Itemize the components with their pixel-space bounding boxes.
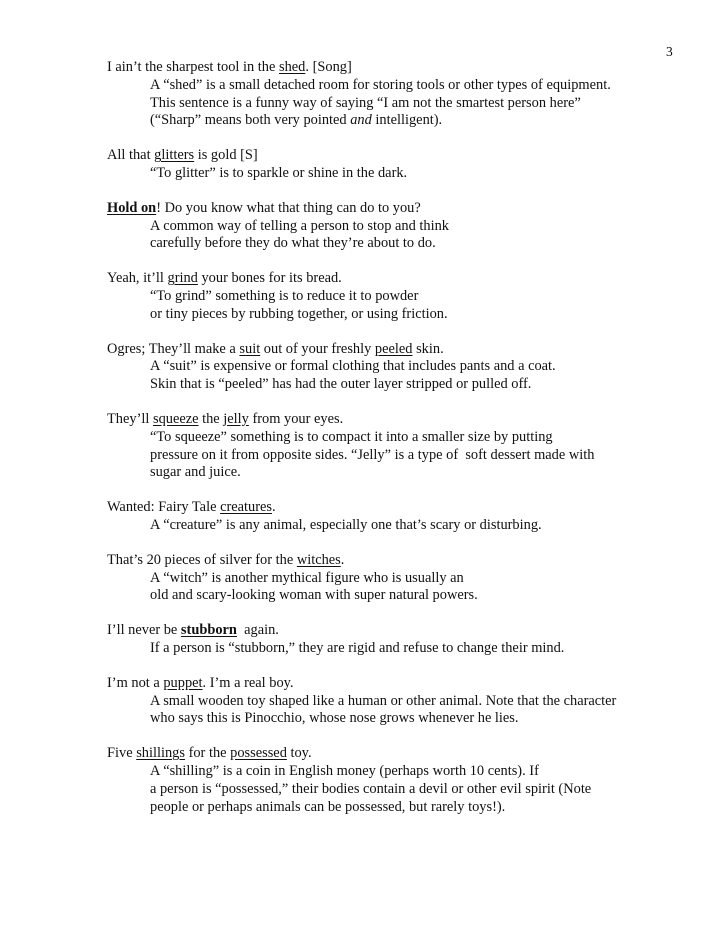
- definition-line: [107, 306, 707, 324]
- vocab-word: creatures: [220, 499, 272, 516]
- text-run: Wanted: Fairy Tale: [107, 499, 221, 516]
- text-run: A common way of telling a person to stop and think: [150, 217, 449, 234]
- text-run: intelligent).: [371, 112, 443, 129]
- definition-line: [107, 570, 707, 588]
- definition-line: [107, 693, 707, 711]
- example-sentence: [107, 552, 707, 570]
- text-run: old and scary-looking woman with super natural powers.: [150, 587, 478, 604]
- example-sentence: [107, 200, 707, 218]
- vocab-word: squeeze: [152, 410, 199, 427]
- text-run: I ain’t the sharpest tool in the: [107, 59, 279, 75]
- definition-line: [107, 763, 707, 781]
- text-run: Five: [107, 745, 137, 762]
- text-run: “To grind” something is to reduce it to powder: [150, 287, 419, 304]
- text-run: . [Song]: [305, 59, 352, 75]
- definition-line: [107, 112, 707, 130]
- vocab-word: shed: [279, 59, 306, 75]
- definition-line: [107, 587, 707, 605]
- text-run: If a person is “stubborn,” they are rigid and refuse to change their mind.: [150, 639, 565, 656]
- text-run: A “shilling” is a coin in English money (perhaps worth 10 cents). If: [150, 762, 539, 779]
- vocab-word: jelly: [223, 410, 249, 427]
- vocab-entry: [107, 552, 707, 605]
- text-run: or tiny pieces by rubbing together, or using friction.: [150, 305, 448, 322]
- text-run: carefully before they do what they’re about to do.: [150, 235, 436, 252]
- text-run: ! Do you know what that thing can do to you?: [156, 199, 421, 216]
- text-run: This sentence is a funny way of saying “I am not the smartest person here”: [150, 94, 581, 111]
- text-run: out of your freshly: [260, 340, 375, 357]
- text-run: All that: [107, 147, 155, 164]
- definition-line: [107, 358, 707, 376]
- vocab-entry: [107, 200, 707, 253]
- definition-line: [107, 640, 707, 658]
- text-run: .: [340, 551, 345, 568]
- definition-line: [107, 781, 707, 799]
- example-sentence: [107, 341, 707, 359]
- vocab-entry: [107, 411, 707, 482]
- definition-line: [107, 799, 707, 817]
- vocab-entry: [107, 745, 707, 816]
- text-run: a person is “possessed,” their bodies contain a devil or other evil spirit (Note: [150, 780, 592, 797]
- vocab-entry: [107, 147, 707, 183]
- vocab-word: glitters: [154, 147, 195, 164]
- text-run: A small wooden toy shaped like a human or other animal. Note that the character: [150, 692, 617, 709]
- text-run: Yeah, it’ll: [107, 270, 168, 287]
- vocab-entry: [107, 499, 707, 535]
- example-sentence: [107, 745, 707, 763]
- vocab-word: Hold on: [107, 199, 157, 216]
- definition-line: [107, 77, 707, 95]
- text-run: is gold [S]: [194, 147, 258, 164]
- example-sentence: [107, 270, 707, 288]
- definition-line: [107, 218, 707, 236]
- text-run: (“Sharp” means both very pointed: [150, 112, 351, 129]
- text-run: Skin that is “peeled” has had the outer layer stripped or pulled off.: [150, 376, 532, 393]
- text-run: “To squeeze” something is to compact it into a smaller size by putting: [150, 428, 553, 445]
- vocab-entry: [107, 270, 707, 323]
- definition-line: [107, 429, 707, 447]
- vocab-word: shillings: [136, 745, 185, 762]
- vocab-word: stubborn: [180, 622, 237, 639]
- definition-line: [107, 447, 707, 465]
- text-run: A “suit” is expensive or formal clothing that includes pants and a coat.: [150, 358, 556, 375]
- vocab-entry: [107, 59, 707, 130]
- text-run: people or perhaps animals can be possessed, but rarely toys!).: [150, 798, 506, 815]
- vocab-entry: [107, 622, 707, 658]
- vocab-entry: [107, 341, 707, 394]
- example-sentence: [107, 675, 707, 693]
- text-run: your bones for its bread.: [197, 270, 342, 287]
- vocab-word: peeled: [374, 340, 413, 357]
- text-run: Ogres; They’ll make a: [107, 340, 240, 357]
- example-sentence: [107, 147, 707, 165]
- definition-line: [107, 95, 707, 113]
- definition-line: [107, 464, 707, 482]
- vocab-word: puppet: [163, 674, 203, 691]
- definition-line: [107, 517, 707, 535]
- text-run: again.: [236, 622, 279, 639]
- vocabulary-list: [107, 59, 707, 833]
- example-sentence: [107, 499, 707, 517]
- text-run: A “shed” is a small detached room for storing tools or other types of equipment.: [150, 76, 611, 93]
- definition-line: [107, 235, 707, 253]
- text-run: I’ll never be: [107, 622, 181, 639]
- definition-line: [107, 288, 707, 306]
- text-run: sugar and juice.: [150, 464, 241, 481]
- text-run: .: [272, 499, 276, 516]
- example-sentence: [107, 411, 707, 429]
- example-sentence: [107, 622, 707, 640]
- vocab-word: suit: [239, 340, 261, 357]
- text-run: and: [350, 112, 372, 129]
- text-run: the: [198, 410, 224, 427]
- text-run: for the: [184, 745, 231, 762]
- vocab-word: witches: [296, 551, 341, 568]
- definition-line: [107, 710, 707, 728]
- definition-line: [107, 165, 707, 183]
- text-run: from your eyes.: [248, 410, 344, 427]
- text-run: . I’m a real boy.: [202, 674, 294, 691]
- text-run: pressure on it from opposite sides. “Jelly” is a type of soft dessert made with: [150, 446, 595, 463]
- text-run: “To glitter” is to sparkle or shine in the dark.: [150, 164, 408, 181]
- page-number: 3: [666, 44, 673, 59]
- text-run: I’m not a: [107, 674, 164, 691]
- vocab-word: grind: [167, 270, 198, 287]
- text-run: toy.: [286, 745, 312, 762]
- definition-line: [107, 376, 707, 394]
- text-run: A “creature” is any animal, especially one that’s scary or disturbing.: [150, 516, 542, 533]
- text-run: That’s 20 pieces of silver for the: [107, 551, 297, 568]
- text-run: who says this is Pinocchio, whose nose grows whenever he lies.: [150, 710, 519, 727]
- text-run: A “witch” is another mythical figure who is usually an: [150, 569, 464, 586]
- vocab-word: possessed: [230, 745, 287, 762]
- vocab-entry: [107, 675, 707, 728]
- text-run: skin.: [412, 340, 444, 357]
- example-sentence: [107, 59, 707, 77]
- text-run: They’ll: [107, 410, 153, 427]
